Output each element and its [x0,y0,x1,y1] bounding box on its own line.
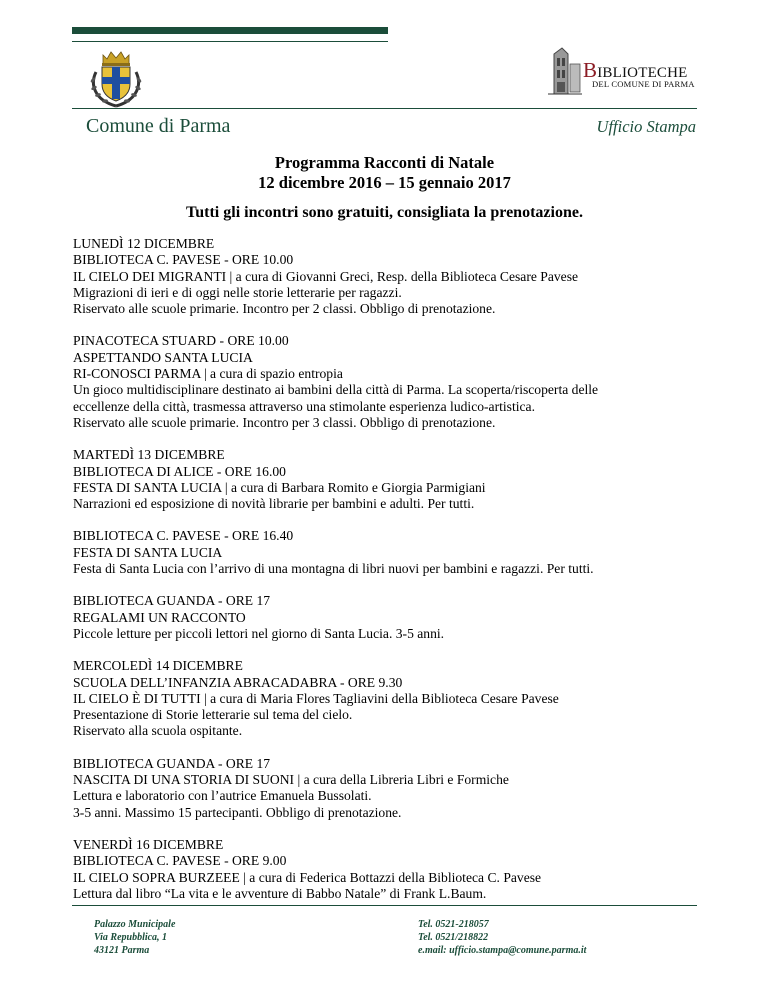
comune-name: Comune di Parma [86,115,231,137]
event-line: ASPETTANDO SANTA LUCIA [73,349,253,365]
event-block [73,658,698,739]
event-line: IL CIELO È DI TUTTI | a cura di Maria Flores Tagliavini della Biblioteca Cesare Pavese [73,690,559,706]
event-line: Riservato alle scuole primarie. Incontro per 2 classi. Obbligo di prenotazione. [73,301,496,317]
event-line: Lettura e laboratorio con l’autrice Emanuela Bussolati. [73,788,372,804]
header-bar-thin [72,41,388,42]
program-title-dates: 12 dicembre 2016 – 15 gennaio 2017 [258,173,511,192]
event-block [73,756,698,821]
event-block [73,236,698,317]
event-line: BIBLIOTECA C. PAVESE - ORE 10.00 [73,252,294,268]
event-line: BIBLIOTECA C. PAVESE - ORE 16.40 [73,528,294,544]
event-line: BIBLIOTECA GUANDA - ORE 17 [73,755,271,771]
footer-email: e.mail: ufficio.stampa@comune.parma.it [418,945,587,956]
event-line: FESTA DI SANTA LUCIA [73,544,223,560]
event-line: Festa di Santa Lucia con l’arrivo di una montagna di libri nuovi per bambini e ragazzi. Per tutti. [73,561,594,577]
footer-address [94,918,175,957]
event-line: BIBLIOTECA GUANDA - ORE 17 [73,593,271,609]
ufficio-stampa: Ufficio Stampa [596,117,696,136]
event-line: Presentazione di Storie letterarie sul tema del cielo. [73,707,353,723]
footer-address-line: Palazzo Municipale [94,919,176,930]
event-line: Riservato alla scuola ospitante. [73,723,243,739]
footer-address-line: 43121 Parma [94,945,150,956]
event-line: eccellenze della città, trasmessa attraverso una stimolante esperienza ludico-artistica. [73,398,535,414]
biblioteche-logo-title: BIBLIOTECHE [583,58,688,82]
parma-crest-icon [86,44,146,110]
program-subheading: Tutti gli incontri sono gratuiti, consigliata la prenotazione. [186,204,583,221]
event-line: MERCOLEDÌ 14 DICEMBRE [73,658,243,674]
event-block [73,333,698,431]
event-line: Riservato alle scuole primarie. Incontro per 3 classi. Obbligo di prenotazione. [73,414,496,430]
event-line: PINACOTECA STUARD - ORE 10.00 [73,333,289,349]
event-line: SCUOLA DELL’INFANZIA ABRACADABRA - ORE 9.30 [73,674,403,690]
footer-contacts [418,918,586,957]
event-block [73,447,698,512]
footer-phone: Tel. 0521/218822 [418,932,489,943]
event-line: 3-5 anni. Massimo 15 partecipanti. Obbligo di prenotazione. [73,804,402,820]
program-title-line1: Programma Racconti di Natale [274,153,495,172]
footer-address-line: Via Repubblica, 1 [94,932,168,943]
header-rule [72,108,697,109]
event-line: RI-CONOSCI PARMA | a cura di spazio entropia [73,366,343,382]
event-line: Migrazioni di ieri e di oggi nelle storie letterarie per ragazzi. [73,284,402,300]
program-title [72,153,697,193]
header-bar-thick [72,27,388,34]
event-line: Lettura dal libro “La vita e le avventure di Babbo Natale” di Frank L.Baum. [73,885,487,901]
event-line: NASCITA DI UNA STORIA DI SUONI | a cura della Libreria Libri e Formiche [73,772,509,788]
event-line: IL CIELO SOPRA BURZEEE | a cura di Federica Bottazzi della Biblioteca C. Pavese [73,869,542,885]
event-line: LUNEDÌ 12 DICEMBRE [73,236,215,251]
event-line: Narrazioni ed esposizione di novità librarie per bambini e adulti. Per tutti. [73,496,475,512]
biblioteche-logo-title-rest: IBLIOTECHE [597,65,688,81]
event-line: BIBLIOTECA DI ALICE - ORE 16.00 [73,463,286,479]
event-line: Piccole letture per piccoli lettori nel giorno di Santa Lucia. 3-5 anni. [73,625,445,641]
event-line: Un gioco multidisciplinare destinato ai bambini della città di Parma. La scoperta/riscoperta delle [73,382,599,398]
event-line: REGALAMI UN RACCONTO [73,609,246,625]
event-line: BIBLIOTECA C. PAVESE - ORE 9.00 [73,853,287,869]
event-line: MARTEDÌ 13 DICEMBRE [73,447,225,463]
events-list [73,236,698,918]
biblioteche-logo-subtitle: DEL COMUNE DI PARMA [592,79,695,89]
event-block [73,528,698,577]
event-block [73,837,698,902]
event-line: FESTA DI SANTA LUCIA | a cura di Barbara Romito e Giorgia Parmigiani [73,479,486,495]
event-line: VENERDÌ 16 DICEMBRE [73,836,224,852]
event-line: IL CIELO DEI MIGRANTI | a cura di Giovanni Greci, Resp. della Biblioteca Cesare Pavese [73,268,579,284]
event-block [73,593,698,642]
footer-rule [72,905,697,906]
footer-phone: Tel. 0521-218057 [418,919,489,930]
